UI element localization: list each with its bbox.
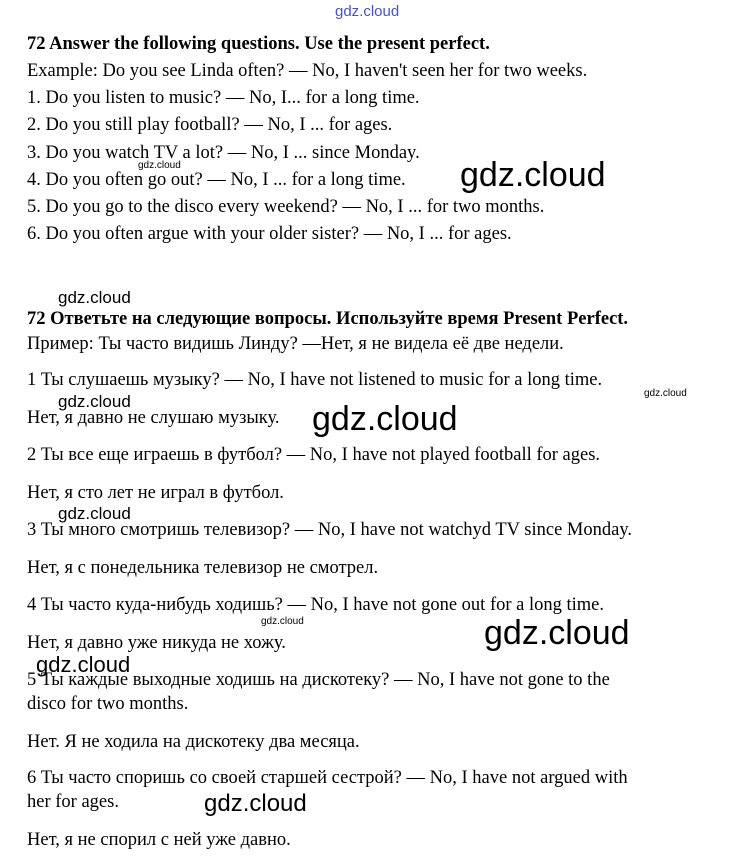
exercise-en-item-5: 5. Do you go to the disco every weekend? — No, I ... for two months. [27, 197, 545, 217]
answer-6-translation: Нет, я не спорил с ней уже давно. [27, 830, 291, 850]
watermark-top: gdz.cloud [335, 3, 400, 20]
answer-2-translation: Нет, я сто лет не играл в футбол. [27, 483, 284, 503]
watermark-mid-2: gdz.cloud [58, 392, 131, 411]
answer-5-translation: Нет. Я не ходила на дискотеку два месяца. [27, 732, 360, 752]
watermark-large-3: gdz.cloud [484, 614, 630, 652]
answer-1-translation: Нет, я давно не слушаю музыку. [27, 408, 280, 428]
answer-5-question-line-2: disco for two months. [27, 694, 189, 714]
answer-4-translation: Нет, я давно уже никуда не хожу. [27, 633, 286, 653]
watermark-small-1: gdz.cloud [138, 160, 181, 171]
exercise-en-item-4: 4. Do you often go out? — No, I ... for a long time. [27, 170, 406, 190]
answer-5-question-line-1: 5 Ты каждые выходные ходишь на дискотеку? — No, I have not gone to the [27, 670, 610, 690]
watermark-small-2: gdz.cloud [644, 388, 687, 399]
answer-2-question: 2 Ты все еще играешь в футбол? — No, I have not played football for ages. [27, 445, 601, 465]
exercise-en-item-6: 6. Do you often argue with your older sister? — No, I ... for ages. [27, 224, 512, 244]
answer-1-question: 1 Ты слушаешь музыку? — No, I have not listened to music for a long time. [27, 370, 603, 390]
watermark-large-1: gdz.cloud [460, 156, 606, 194]
exercise-en-title: 72 Answer the following questions. Use the present perfect. [27, 34, 490, 54]
watermark-small-3: gdz.cloud [261, 616, 304, 627]
watermark-mid-3: gdz.cloud [58, 504, 131, 523]
exercise-en-item-1: 1. Do you listen to music? — No, I... for a long time. [27, 88, 420, 108]
answer-3-question: 3 Ты много смотришь телевизор? — No, I have not watchyd TV since Monday. [27, 520, 632, 540]
watermark-large-2: gdz.cloud [312, 400, 458, 438]
answer-3-translation: Нет, я с понедельника телевизор не смотрел. [27, 558, 379, 578]
exercise-en-example: Example: Do you see Linda often? — No, I haven't seen her for two weeks. [27, 61, 588, 81]
exercise-en-item-3: 3. Do you watch TV a lot? — No, I ... since Monday. [27, 143, 420, 163]
answer-6-question-line-1: 6 Ты часто споришь со своей старшей сестрой? — No, I have not argued with [27, 768, 628, 788]
watermark-mid-5: gdz.cloud [204, 790, 307, 817]
answer-4-question: 4 Ты часто куда-нибудь ходишь? — No, I have not gone out for a long time. [27, 595, 604, 615]
watermark-mid-1: gdz.cloud [58, 288, 131, 307]
exercise-en-item-2: 2. Do you still play football? — No, I ... for ages. [27, 115, 393, 135]
exercise-ru-title: 72 Ответьте на следующие вопросы. Используйте время Present Perfect. [27, 309, 629, 329]
exercise-ru-example: Пример: Ты часто видишь Линду? —Нет, я не видела её две недели. [27, 334, 564, 354]
answer-6-question-line-2: her for ages. [27, 792, 119, 812]
watermark-mid-4: gdz.cloud [36, 652, 131, 677]
